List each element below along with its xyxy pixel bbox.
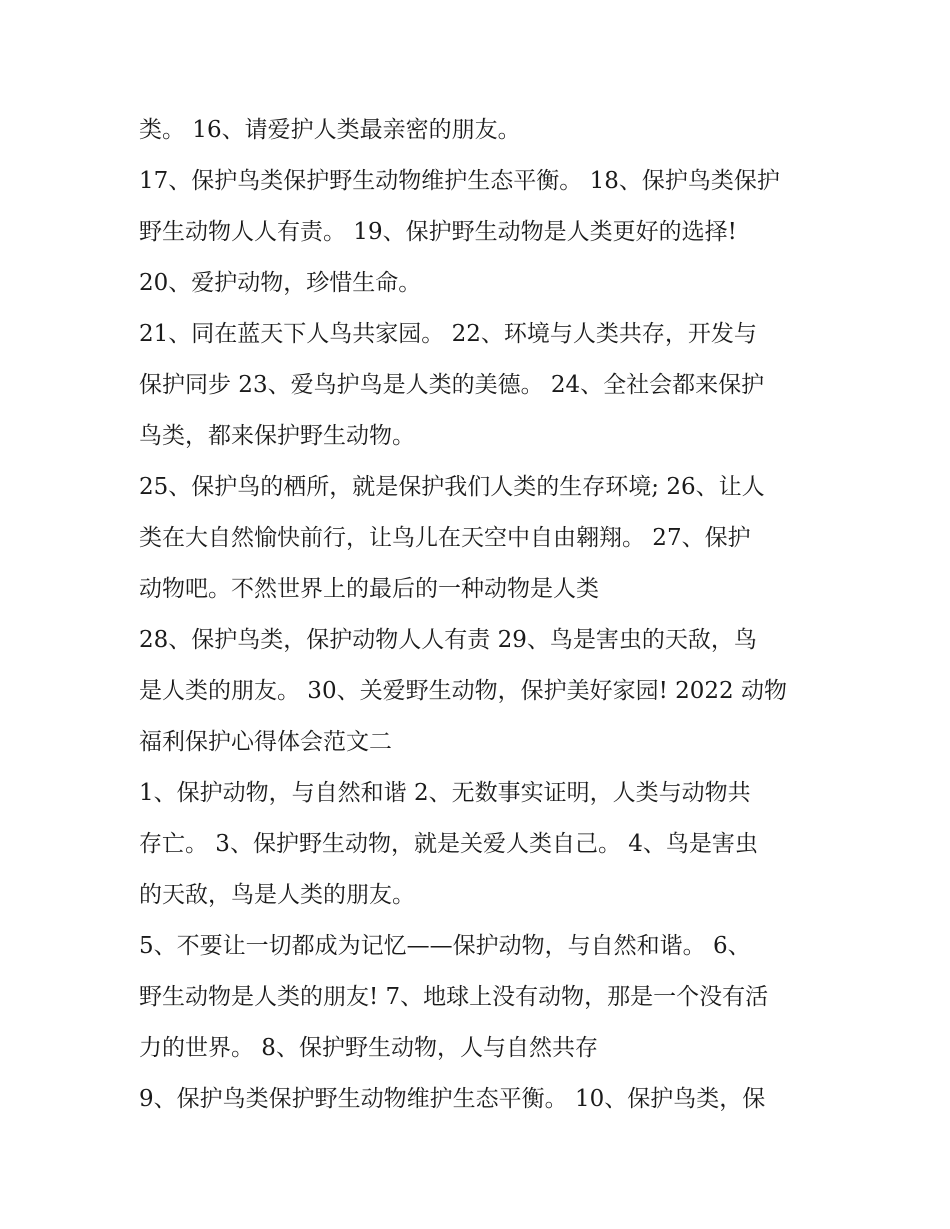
text-line: 25、保护鸟的栖所，就是保护我们人类的生存环境; 26、让人 (139, 474, 765, 500)
text-line: 存亡。 3、保护野生动物，就是关爱人类自己。 4、鸟是害虫 (139, 831, 758, 857)
text-line: 20、爱护动物，珍惜生命。 (139, 270, 422, 296)
text-line: 28、保护鸟类，保护动物人人有责 29、鸟是害虫的天敌，鸟 (139, 627, 757, 653)
text-line: 野生动物人人有责。 19、保护野生动物是人类更好的选择! (139, 219, 737, 245)
text-line: 鸟类，都来保护野生动物。 (139, 423, 415, 449)
text-line: 保护同步 23、爱鸟护鸟是人类的美德。 24、全社会都来保护 (139, 372, 765, 398)
text-line: 1、保护动物，与自然和谐 2、无数事实证明，人类与动物共 (139, 780, 751, 806)
text-line: 5、不要让一切都成为记忆——保护动物，与自然和谐。 6、 (139, 933, 751, 959)
text-line: 是人类的朋友。 30、关爱野生动物，保护美好家园! 2022 动物 (139, 678, 787, 704)
text-line: 动物吧。不然世界上的最后的一种动物是人类 (139, 576, 599, 602)
text-line: 的天敌，鸟是人类的朋友。 (139, 882, 415, 908)
text-line: 福利保护心得体会范文二 (139, 729, 392, 755)
text-line: 9、保护鸟类保护野生动物维护生态平衡。 10、保护鸟类，保 (139, 1086, 766, 1112)
document-body (139, 105, 819, 1125)
text-line: 力的世界。 8、保护野生动物，人与自然共存 (139, 1035, 598, 1061)
text-line: 类在大自然愉快前行，让鸟儿在天空中自由翱翔。 27、保护 (139, 525, 751, 551)
text-line: 17、保护鸟类保护野生动物维护生态平衡。 18、保护鸟类保护 (139, 168, 780, 194)
text-line: 类。 16、请爱护人类最亲密的朋友。 (139, 117, 521, 143)
text-line: 野生动物是人类的朋友! 7、地球上没有动物，那是一个没有活 (139, 984, 769, 1010)
text-line: 21、同在蓝天下人鸟共家园。 22、环境与人类共存，开发与 (139, 321, 757, 347)
